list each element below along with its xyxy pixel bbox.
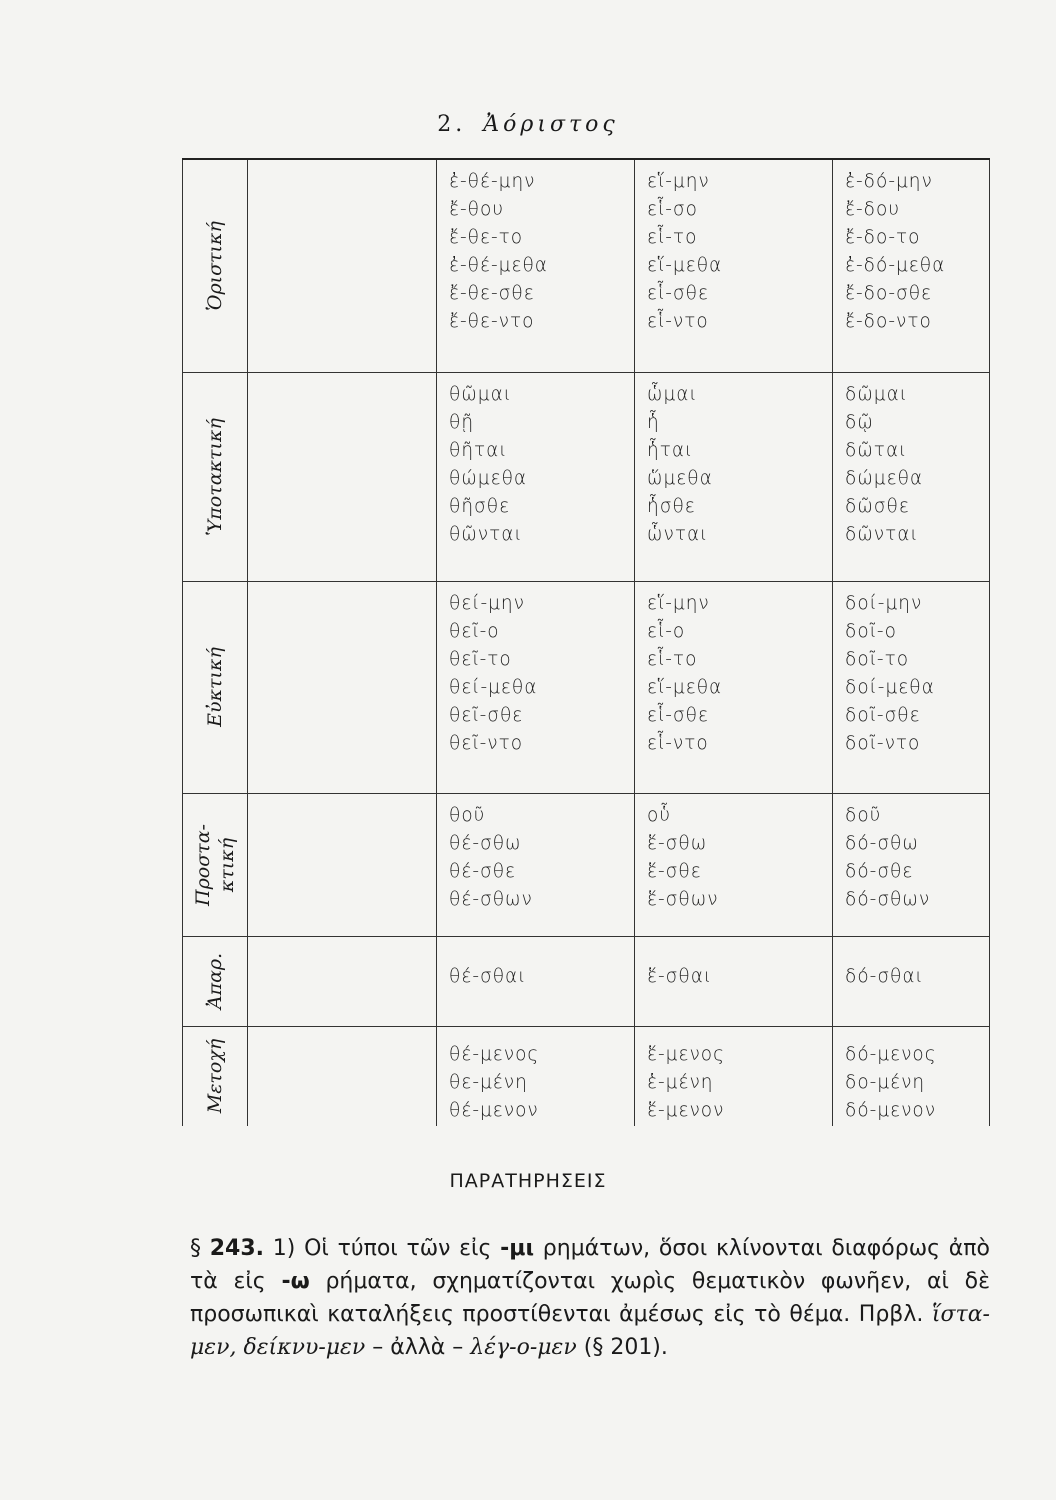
column-2-cell xyxy=(635,1026,833,1126)
mood-cell xyxy=(183,936,248,1026)
form: δοί-μην xyxy=(845,592,923,614)
form: θεῖ-ο xyxy=(449,620,500,642)
form: δῶσθε xyxy=(845,495,910,517)
table-row xyxy=(183,159,990,372)
form: ἔ-δου xyxy=(845,199,901,220)
form: θῇ xyxy=(449,411,475,433)
mood-label-line-1: Προστα- xyxy=(192,823,214,906)
form: ἐ-δό-μεθα xyxy=(845,255,946,276)
form: δοῖ-ο xyxy=(845,620,897,642)
form: δοῦ xyxy=(845,804,882,826)
form: ἐ-θέ-μην xyxy=(449,171,536,192)
column-2-cell xyxy=(635,793,833,936)
form: εἷ-σο xyxy=(647,199,698,220)
form: εἷ-ντο xyxy=(647,311,709,332)
form: δοί-μεθα xyxy=(845,676,935,698)
mood-cell xyxy=(183,372,248,581)
mood-cell xyxy=(183,1026,248,1126)
form: ὧμαι xyxy=(647,383,698,405)
empty-cell xyxy=(248,1026,437,1126)
column-2-cell xyxy=(635,372,833,581)
form: θέ-σθω xyxy=(449,832,522,854)
form: εἵ-μεθα xyxy=(647,255,723,276)
mood-label: Μετοχή xyxy=(204,1039,226,1114)
column-3-cell xyxy=(833,159,990,372)
form: δό-σθαι xyxy=(845,965,924,987)
form: εἷ-το xyxy=(647,648,698,670)
form: εἷ-ο xyxy=(647,620,686,642)
table-row xyxy=(183,936,990,1026)
form: δό-σθε xyxy=(845,860,914,882)
form: δό-μενον xyxy=(845,1099,937,1121)
form: δῶται xyxy=(845,439,908,461)
form: οὗ xyxy=(647,804,672,826)
form: θώμεθα xyxy=(449,467,528,489)
mood-cell xyxy=(183,159,248,372)
form: ἔ-θε-το xyxy=(449,227,524,248)
column-1-cell xyxy=(437,793,635,936)
form: εἷ-ντο xyxy=(647,732,709,754)
form: εἵ-μεθα xyxy=(647,676,723,698)
table-row xyxy=(183,581,990,793)
form: δοῖ-ντο xyxy=(845,732,921,754)
form: ἑ-μένη xyxy=(647,1071,714,1093)
form: δό-σθω xyxy=(845,832,919,854)
form: δοῖ-σθε xyxy=(845,704,921,726)
paragraph-text: 1) Οἱ τύποι τῶν εἰς xyxy=(264,1236,501,1261)
form: θῆσθε xyxy=(449,495,511,517)
form: εἷ-σθε xyxy=(647,704,709,726)
paragraph-text: – ἀλλὰ – xyxy=(365,1335,471,1360)
table-row xyxy=(183,372,990,581)
section-sign: § xyxy=(190,1236,201,1261)
form: ἧ xyxy=(647,411,660,433)
column-1-cell xyxy=(437,936,635,1026)
column-2-cell xyxy=(635,581,833,793)
form: δῶνται xyxy=(845,523,919,545)
form: δό-σθων xyxy=(845,888,931,910)
form: ἕ-σθε xyxy=(647,860,702,882)
heading-title: Ἀόριστος xyxy=(483,112,619,137)
empty-cell xyxy=(248,159,437,372)
form: ἔ-θε-σθε xyxy=(449,283,535,304)
column-3-cell xyxy=(833,581,990,793)
column-2-cell xyxy=(635,936,833,1026)
section-number: 243. xyxy=(209,1236,265,1261)
form: θέ-μενον xyxy=(449,1099,539,1121)
form: ἔ-δο-το xyxy=(845,227,921,248)
form: ἔ-θε-ντο xyxy=(449,311,535,332)
form: θέ-σθων xyxy=(449,888,533,910)
empty-cell xyxy=(248,793,437,936)
mood-label-line-2: κτική xyxy=(216,837,238,892)
column-1-cell xyxy=(437,581,635,793)
form: ἕ-σθαι xyxy=(647,965,713,987)
conjugation-table xyxy=(182,158,990,1126)
form: ἧσθε xyxy=(647,495,696,517)
heading-number: 2. xyxy=(437,112,467,137)
table-row xyxy=(183,793,990,936)
form: θεῖ-σθε xyxy=(449,704,524,726)
column-3-cell xyxy=(833,793,990,936)
form: θῆται xyxy=(449,439,508,461)
form: ἔ-δο-σθε xyxy=(845,283,933,304)
form: ἕ-σθω xyxy=(647,832,708,854)
form: θῶμαι xyxy=(449,383,512,405)
form: ἕ-μενον xyxy=(647,1099,725,1121)
form: ἐ-θέ-μεθα xyxy=(449,255,548,276)
mood-cell xyxy=(183,581,248,793)
form: θεῖ-το xyxy=(449,648,512,670)
form: δοῖ-το xyxy=(845,648,910,670)
form: θέ-σθαι xyxy=(449,965,527,987)
mood-label: Ὑποτακτική xyxy=(204,417,226,536)
form: δῷ xyxy=(845,411,874,433)
paragraph-text: (§ 201). xyxy=(576,1335,668,1360)
mood-cell xyxy=(183,793,248,936)
form: δο-μένη xyxy=(845,1071,926,1093)
form: θῶνται xyxy=(449,523,523,545)
mood-label xyxy=(191,824,239,906)
section-heading xyxy=(0,112,1056,137)
form: ἔ-δο-ντο xyxy=(845,311,932,332)
column-2-cell xyxy=(635,159,833,372)
form: εἷ-σθε xyxy=(647,283,709,304)
empty-cell xyxy=(248,936,437,1026)
form: θε-μένη xyxy=(449,1071,528,1093)
form: θοῦ xyxy=(449,804,486,826)
form: ὧνται xyxy=(647,523,709,545)
ending-mi: -μι xyxy=(500,1236,535,1261)
column-3-cell xyxy=(833,936,990,1026)
column-1-cell xyxy=(437,159,635,372)
column-1-cell xyxy=(437,1026,635,1126)
example-text: ἵστα-μεν, δείκνυ-μεν xyxy=(190,1302,990,1360)
example-text: λέγ-ο-μεν xyxy=(470,1335,577,1360)
column-3-cell xyxy=(833,372,990,581)
form: ἕ-σθων xyxy=(647,888,719,910)
empty-cell xyxy=(248,372,437,581)
form: ἧται xyxy=(647,439,694,461)
table-row xyxy=(183,1026,990,1126)
form: εἵ-μην xyxy=(647,592,710,614)
form: ἔ-θου xyxy=(449,199,505,220)
form: ὥμεθα xyxy=(647,467,713,489)
ending-o: -ω xyxy=(281,1269,310,1294)
paragraph-text: ρημάτων, ὅσοι κλίνονται διαφόρως ἀπὸ τὰ εἰς xyxy=(190,1236,990,1294)
mood-label: Ὁριστική xyxy=(204,220,226,311)
form: θέ-μενος xyxy=(449,1043,540,1065)
observations-title: ΠΑΡΑΤΗΡΗΣΕΙΣ xyxy=(449,1170,607,1192)
form: θέ-σθε xyxy=(449,860,517,882)
form: ἕ-μενος xyxy=(647,1043,725,1065)
form: θεί-μην xyxy=(449,592,525,614)
form: εἷ-το xyxy=(647,227,698,248)
column-1-cell xyxy=(437,372,635,581)
empty-cell xyxy=(248,581,437,793)
form: θεί-μεθα xyxy=(449,676,538,698)
column-3-cell xyxy=(833,1026,990,1126)
form: εἵ-μην xyxy=(647,171,710,192)
paragraph-243 xyxy=(190,1232,990,1364)
form: δῶμαι xyxy=(845,383,908,405)
form: θεῖ-ντο xyxy=(449,732,524,754)
paragraph-text: ρήματα, σχηματίζονται χωρὶς θεματικὸν φωνῆεν, αἱ δὲ προσωπικαὶ καταλήξεις προστίθενται ἀμέσως εἰς τὸ θέμα. Πρβλ. xyxy=(190,1269,990,1327)
form: ἐ-δό-μην xyxy=(845,171,933,192)
form: δώμεθα xyxy=(845,467,924,489)
mood-label: Ἀπαρ. xyxy=(204,952,226,1010)
form: δό-μενος xyxy=(845,1043,937,1065)
mood-label: Εὐκτική xyxy=(204,647,226,727)
